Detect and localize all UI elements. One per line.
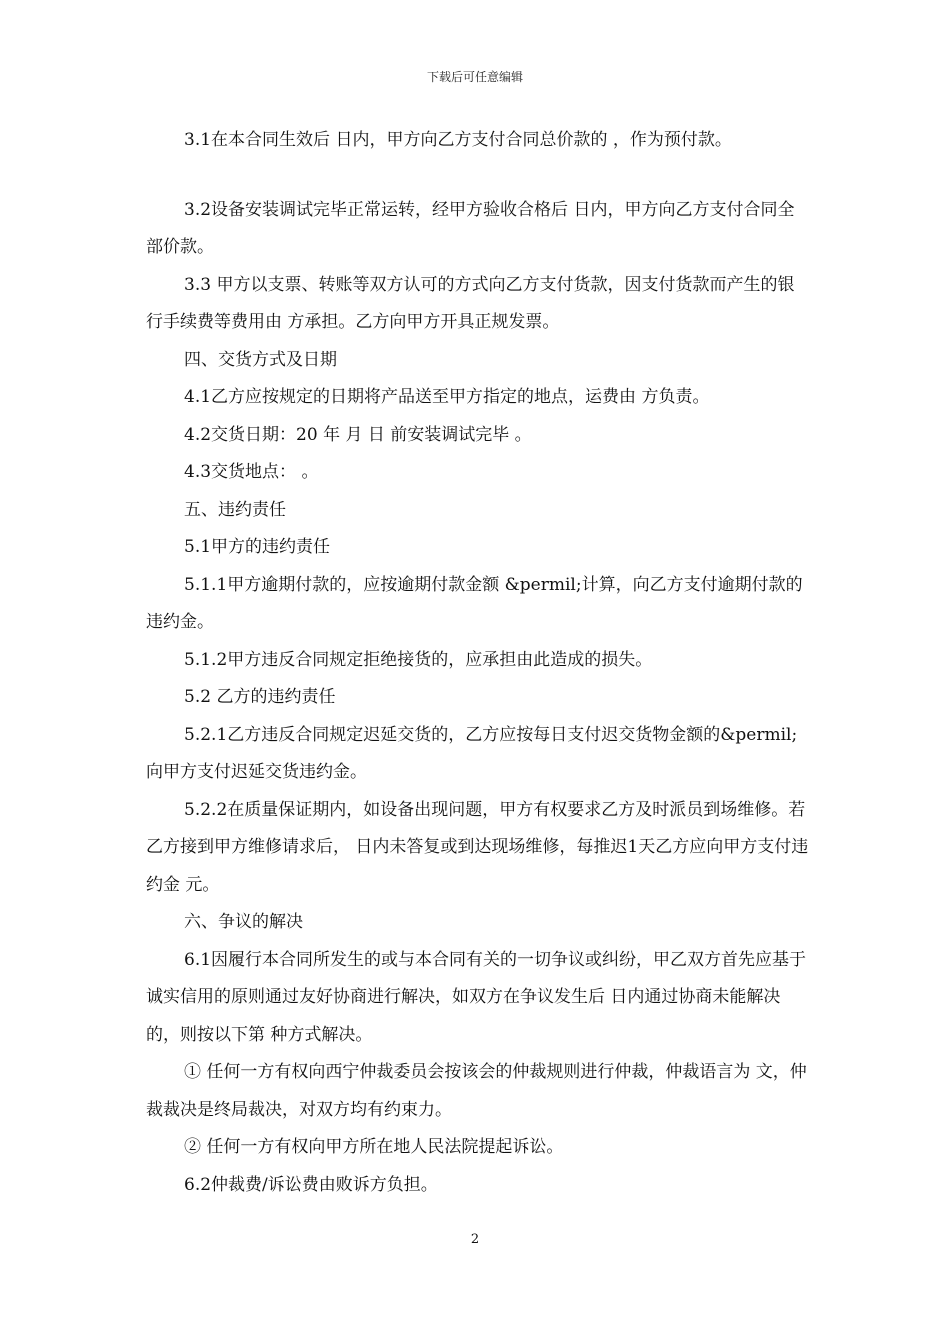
section-heading-delivery: 四、交货方式及日期 (184, 349, 337, 370)
clause-5-2: 5.2 乙方的违约责任 (184, 687, 336, 707)
clause-3-1: 3.1在本合同生效后 日内，甲方向乙方支付合同总价款的 ，作为预付款。 (184, 130, 732, 150)
clause-3-3: 3.3 甲方以支票、转账等双方认可的方式向乙方支付货款，因支付货款而产生的银行手续费等费用由 方承担。乙方向甲方开具正规发票。 (146, 274, 795, 332)
clause-6-1-option-1: ① 任何一方有权向西宁仲裁委员会按该会的仲裁规则进行仲裁，仲裁语言为 文，仲裁裁决是终局裁决，对双方均有约束力。 (146, 1062, 807, 1120)
clause-6-1: 6.1因履行本合同所发生的或与本合同有关的一切争议或纠纷，甲乙双方首先应基于诚实信用的原则通过友好协商进行解决，如双方在争议发生后 日内通过协商未能解决的，则按以下第 种方式解决。 (146, 949, 807, 1045)
clause-5-2-1: 5.2.1乙方违反合同规定迟延交货的，乙方应按每日支付迟交货物金额的&permil;向甲方支付迟延交货违约金。 (146, 724, 798, 782)
page-number: 2 (470, 1232, 480, 1247)
clause-3-2: 3.2设备安装调试完毕正常运转，经甲方验收合格后 日内，甲方向乙方支付合同全部价款。 (146, 199, 795, 257)
page-header-note: 下载后可任意编辑 (426, 70, 523, 84)
clause-4-2: 4.2交货日期：20 年 月 日 前安装调试完毕 。 (184, 424, 532, 445)
section-heading-disputes: 六、争议的解决 (184, 912, 303, 932)
clause-5-1-1: 5.1.1甲方逾期付款的，应按逾期付款金额 &permil;计算，向乙方支付逾期付款的违约金。 (146, 574, 803, 632)
clause-5-1: 5.1甲方的违约责任 (184, 537, 331, 557)
clause-4-1: 4.1乙方应按规定的日期将产品送至甲方指定的地点，运费由 方负责。 (184, 387, 710, 407)
clause-6-2: 6.2仲裁费/诉讼费由败诉方负担。 (184, 1174, 438, 1195)
clause-4-3: 4.3交货地点： 。 (184, 462, 319, 482)
clause-5-1-2: 5.1.2甲方违反合同规定拒绝接货的，应承担由此造成的损失。 (184, 649, 653, 670)
clause-6-1-option-2: ② 任何一方有权向甲方所在地人民法院提起诉讼。 (184, 1137, 564, 1157)
clause-5-2-2: 5.2.2在质量保证期内，如设备出现问题，甲方有权要求乙方及时派员到场维修。若乙方接到甲方维修请求后， 日内未答复或到达现场维修，每推迟1天乙方应向甲方支付违约金 元。 (146, 799, 809, 895)
document-body (146, 122, 810, 1204)
section-heading-liability: 五、违约责任 (184, 499, 286, 520)
